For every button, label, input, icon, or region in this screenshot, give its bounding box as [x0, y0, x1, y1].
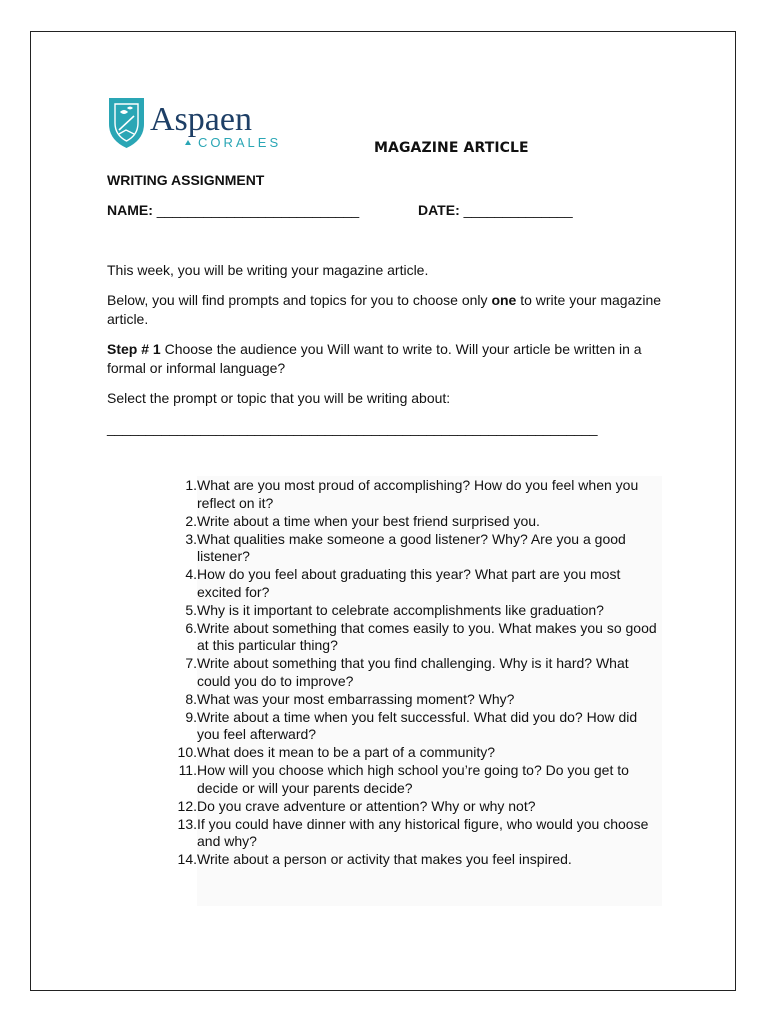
prompt-text: Write about a person or activity that makes you feel inspired.	[197, 851, 572, 867]
prompt-text: What qualities make someone a good listener? Why? Are you a good listener?	[197, 530, 626, 564]
prompt-number: 10.	[177, 744, 197, 760]
prompt-text: Do you crave adventure or attention? Why or why not?	[197, 797, 536, 814]
prompt-text: If you could have dinner with any historical figure, who would you choose and why?	[197, 815, 649, 849]
prompt-item	[170, 744, 662, 762]
name-label: NAME:	[107, 202, 153, 218]
prompt-text: Write about a time when you felt successful. What did you do? How did you feel afterward?	[197, 708, 638, 742]
prompt-number: 3.	[185, 530, 197, 547]
logo-subname: CORALES	[198, 135, 282, 150]
prompt-number: 14.	[177, 851, 197, 867]
prompt-number: 11.	[178, 762, 197, 778]
prompt-number: 1.	[185, 477, 197, 493]
prompt-number: 5.	[185, 601, 197, 618]
date-blank-line: ______________	[459, 202, 573, 218]
logo-wordmark: Aspaen	[150, 101, 252, 138]
prompt-text: Why is it important to celebrate accomplishments like graduation?	[197, 601, 604, 618]
prompt-item	[170, 691, 662, 709]
step-label: Step # 1	[107, 341, 161, 357]
school-logo	[108, 96, 308, 156]
prompt-text: Write about something that comes easily to you. What makes you so good at this particular thing?	[197, 619, 657, 653]
prompt-text: How do you feel about graduating this year? What part are you most excited for?	[197, 566, 621, 600]
prompt-item	[170, 513, 662, 531]
prompt-list	[170, 477, 662, 869]
step-paragraph: Step # 1 Choose the audience you Will want to write to. Will your article be written in a formal or informal language?	[107, 341, 642, 376]
prompt-number: 8.	[185, 690, 197, 707]
prompt-number: 7.	[185, 655, 197, 671]
prompt-item	[170, 477, 662, 512]
prompt-item	[170, 798, 662, 816]
prompt-text: How will you choose which high school you’re going to? Do you get to decide or will your parents decide?	[197, 762, 629, 796]
name-blank-line: __________________________	[152, 202, 360, 218]
prompt-number: 4.	[185, 566, 197, 582]
prompt-number: 9.	[185, 708, 197, 725]
document-title: MAGAZINE ARTICLE	[374, 140, 529, 156]
select-instruction: Select the prompt or topic that you will be writing about:	[107, 390, 451, 406]
intro-paragraph: This week, you will be writing your magazine article.	[107, 262, 429, 278]
prompt-item	[170, 709, 662, 744]
name-field	[107, 202, 359, 218]
prompt-item	[170, 620, 662, 655]
assignment-heading: WRITING ASSIGNMENT	[107, 172, 265, 188]
prompt-number: 6.	[185, 619, 197, 636]
prompt-item	[170, 566, 662, 601]
prompt-item	[170, 816, 662, 851]
prompt-item	[170, 762, 662, 797]
prompt-item	[170, 655, 662, 690]
prompt-number: 13.	[177, 815, 197, 832]
answer-line: _______________________________________________________________	[107, 420, 598, 436]
date-label: DATE:	[418, 202, 460, 218]
prompt-text: What are you most proud of accomplishing? How do you feel when you reflect on it?	[197, 477, 639, 511]
prompt-text: Write about a time when your best friend surprised you.	[197, 512, 540, 529]
aspaen-logo-icon	[108, 96, 308, 156]
prompt-text: What was your most embarrassing moment? Why?	[197, 690, 515, 707]
instructions-paragraph: Below, you will find prompts and topics for you to choose only one to write your magazine article.	[107, 292, 662, 327]
prompt-item	[170, 602, 662, 620]
prompt-item	[170, 531, 662, 566]
prompt-text: What does it mean to be a part of a community?	[197, 744, 496, 760]
prompt-text: Write about something that you find challenging. Why is it hard? What could you do to improve?	[197, 655, 629, 689]
date-field	[418, 202, 573, 218]
prompt-number: 12.	[177, 797, 197, 814]
prompt-item	[170, 851, 662, 869]
emphasis-one: one	[491, 292, 517, 308]
prompt-number: 2.	[185, 512, 197, 529]
